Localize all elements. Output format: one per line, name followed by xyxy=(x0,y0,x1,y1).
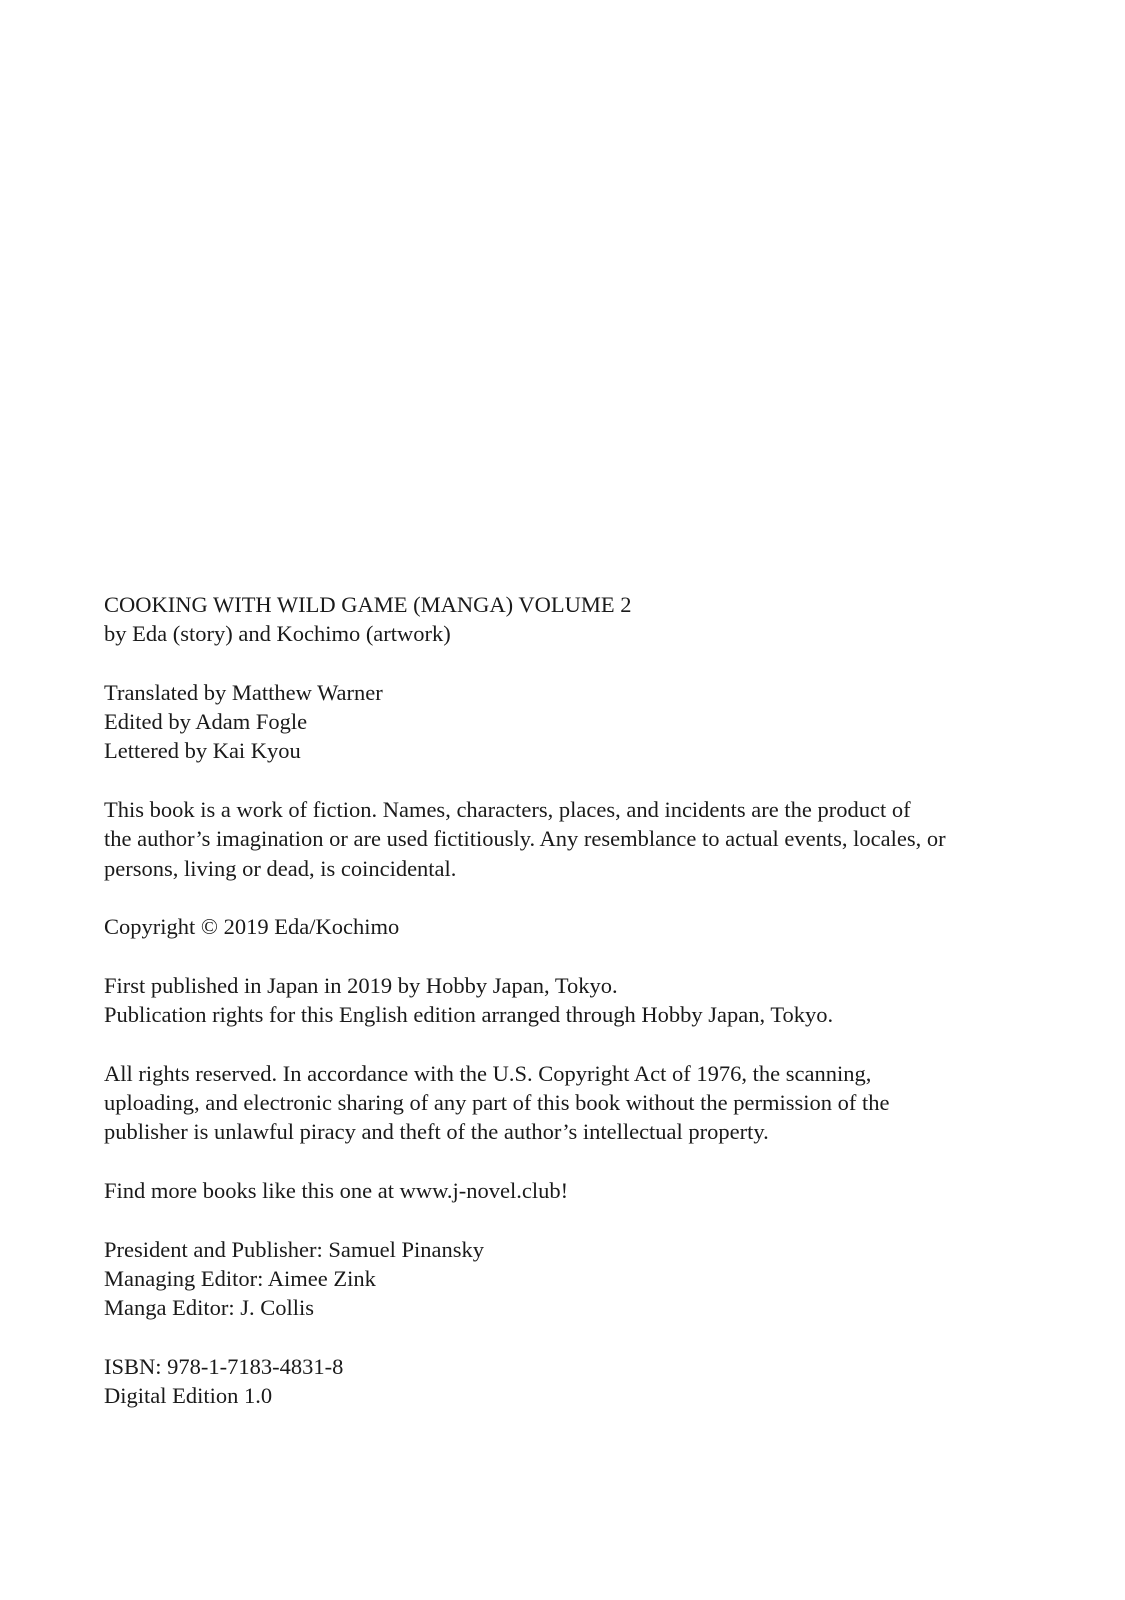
rights-line: publisher is unlawful piracy and theft of the author’s intellectual property. xyxy=(104,1119,769,1145)
disclaimer-line: This book is a work of fiction. Names, characters, places, and incidents are the product of xyxy=(104,797,911,823)
rights-line: uploading, and electronic sharing of any part of this book without the permission of the xyxy=(104,1090,890,1116)
letterer-credit: Lettered by Kai Kyou xyxy=(104,738,301,764)
disclaimer-line: persons, living or dead, is coincidental. xyxy=(104,855,457,881)
publication-block xyxy=(104,971,1064,1030)
first-published: First published in Japan in 2019 by Hobby Japan, Tokyo. xyxy=(104,972,618,998)
manga-editor-credit: Manga Editor: J. Collis xyxy=(104,1295,314,1321)
editor-credit: Edited by Adam Fogle xyxy=(104,709,308,735)
edition-version: Digital Edition 1.0 xyxy=(104,1383,273,1409)
more-books-block xyxy=(104,1176,1064,1205)
publisher-staff-block xyxy=(104,1235,1064,1323)
title-block xyxy=(104,590,1064,649)
president-credit: President and Publisher: Samuel Pinansky xyxy=(104,1236,484,1262)
book-title: COOKING WITH WILD GAME (MANGA) VOLUME 2 xyxy=(104,592,632,617)
disclaimer-line: the author’s imagination or are used fictitiously. Any resemblance to actual events, locales, or xyxy=(104,826,946,852)
isbn: ISBN: 978-1-7183-4831-8 xyxy=(104,1353,344,1379)
book-byline: by Eda (story) and Kochimo (artwork) xyxy=(104,621,451,647)
fiction-disclaimer xyxy=(104,795,1064,883)
publication-rights: Publication rights for this English edition arranged through Hobby Japan, Tokyo. xyxy=(104,1002,834,1028)
copyright-notice: Copyright © 2019 Eda/Kochimo xyxy=(104,914,400,940)
more-books-text: Find more books like this one at www.j-novel.club! xyxy=(104,1177,569,1203)
translator-credit: Translated by Matthew Warner xyxy=(104,679,383,705)
rights-notice xyxy=(104,1059,1064,1147)
managing-editor-credit: Managing Editor: Aimee Zink xyxy=(104,1265,376,1291)
credits-text xyxy=(104,590,1064,1410)
edition-block xyxy=(104,1352,1064,1411)
staff-block xyxy=(104,678,1064,766)
rights-line: All rights reserved. In accordance with the U.S. Copyright Act of 1976, the scanning, xyxy=(104,1060,872,1086)
copyright-block xyxy=(104,912,1064,941)
